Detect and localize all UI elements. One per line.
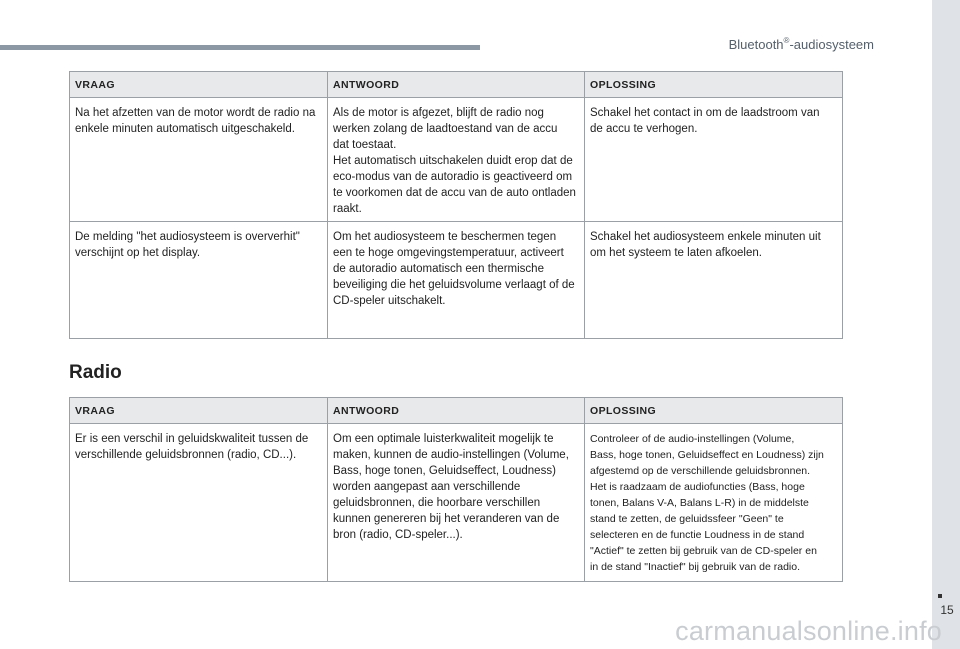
page-header-title: Bluetooth®-audiosysteem — [728, 36, 874, 52]
cell-text-line: een te hoge omgevingstemperatuur, activeert — [333, 247, 564, 259]
column-header-antwoord: ANTWOORD — [328, 72, 585, 98]
antwoord-cell — [328, 424, 585, 582]
table-header-row — [70, 398, 843, 424]
cell-text-line: raakt. — [333, 203, 362, 215]
oplossing-cell — [585, 98, 843, 222]
column-header-oplossing: OPLOSSING — [585, 398, 843, 424]
cell-text-line: om het systeem te laten afkoelen. — [590, 247, 762, 259]
cell-text-line: te voorkomen dat de accu van de auto ontladen — [333, 187, 576, 199]
cell-text-line: kunnen genereren bij het veranderen van de — [333, 513, 560, 525]
column-header-vraag: VRAAG — [70, 398, 328, 424]
oplossing-cell — [585, 424, 843, 582]
cell-text-line: Na het afzetten van de motor wordt de radio na — [75, 107, 316, 119]
cell-text-line: Om het audiosysteem te beschermen tegen — [333, 231, 557, 243]
faq-table-general — [69, 71, 843, 339]
page-marker-dot — [938, 594, 942, 598]
cell-text-line: Het is raadzaam de audiofuncties (Bass, hoge — [590, 481, 805, 493]
watermark: carmanualsonline.info — [675, 616, 942, 646]
cell-text-line: worden aangepast aan verschillende — [333, 481, 521, 493]
cell-text-line: "Actief" te zetten bij gebruik van de CD-speler en — [590, 545, 817, 557]
cell-text-line: Schakel het audiosysteem enkele minuten uit — [590, 231, 821, 243]
antwoord-cell — [328, 98, 585, 222]
cell-text-line: afgestemd op de verschillende geluidsbronnen. — [590, 465, 811, 477]
cell-text-line: tonen, Balans V-A, Balans L-R) in de middelste — [590, 497, 809, 509]
cell-text-line: de accu te verhogen. — [590, 123, 698, 135]
cell-text-line: eco-modus van de autoradio is geactiveerd om — [333, 171, 573, 183]
cell-text-line: Bass, hoge tonen, Geluidseffect, Loudness) — [333, 465, 556, 477]
cell-text-line: beveiliging die het geluidsvolume verlaagt of de — [333, 279, 575, 291]
cell-text-line: bron (radio, CD-speler...). — [333, 529, 463, 541]
column-header-oplossing: OPLOSSING — [585, 72, 843, 98]
vraag-cell — [70, 98, 328, 222]
section-heading-radio: Radio — [69, 362, 122, 383]
cell-text-line: verschijnt op het display. — [75, 247, 201, 259]
cell-text-line: Er is een verschil in geluidskwaliteit tussen de — [75, 433, 309, 445]
table-row — [70, 98, 843, 222]
cell-text-line: Als de motor is afgezet, blijft de radio nog — [333, 107, 544, 119]
cell-text-line: de autoradio automatisch een thermische — [333, 263, 544, 275]
top-accent-bar — [0, 45, 480, 50]
cell-text-line: CD-speler uitschakelt. — [333, 295, 446, 307]
cell-text-line: Controleer of de audio-instellingen (Volume, — [590, 433, 795, 445]
antwoord-cell — [328, 222, 585, 339]
column-header-antwoord: ANTWOORD — [328, 398, 585, 424]
cell-text-line: Het automatisch uitschakelen duidt erop dat de — [333, 155, 573, 167]
cell-text-line: Om een optimale luisterkwaliteit mogelijk te — [333, 433, 554, 445]
table-header-row — [70, 72, 843, 98]
table-row — [70, 424, 843, 582]
side-strip — [932, 0, 960, 649]
cell-text-line: dat toestaat. — [333, 139, 397, 151]
cell-text-line: stand te zetten, de geluidssfeer "Geen" te — [590, 513, 784, 525]
column-header-vraag: VRAAG — [70, 72, 328, 98]
cell-text-line: geluidsbronnen, die hoorbare verschillen — [333, 497, 541, 509]
vraag-cell — [70, 222, 328, 339]
page-number: 15 — [940, 603, 954, 617]
cell-text-line: Bass, hoge tonen, Geluidseffect en Loudness) zijn — [590, 449, 824, 461]
oplossing-cell — [585, 222, 843, 339]
cell-text-line: enkele minuten automatisch uitgeschakeld. — [75, 123, 295, 135]
cell-text-line: Schakel het contact in om de laadstroom van — [590, 107, 820, 119]
vraag-cell — [70, 424, 328, 582]
cell-text-line: De melding "het audiosysteem is oververhit" — [75, 231, 300, 243]
cell-text-line: werken zolang de laadtoestand van de accu — [333, 123, 558, 135]
faq-table-radio — [69, 397, 843, 582]
cell-text-line: in de stand "Inactief" bij gebruik van de radio. — [590, 561, 800, 573]
table-row — [70, 222, 843, 339]
cell-text-line: selecteren en de functie Loudness in de stand — [590, 529, 805, 541]
cell-text-line: maken, kunnen de audio-instellingen (Volume, — [333, 449, 569, 461]
cell-text-line: verschillende geluidsbronnen (radio, CD...). — [75, 449, 297, 461]
